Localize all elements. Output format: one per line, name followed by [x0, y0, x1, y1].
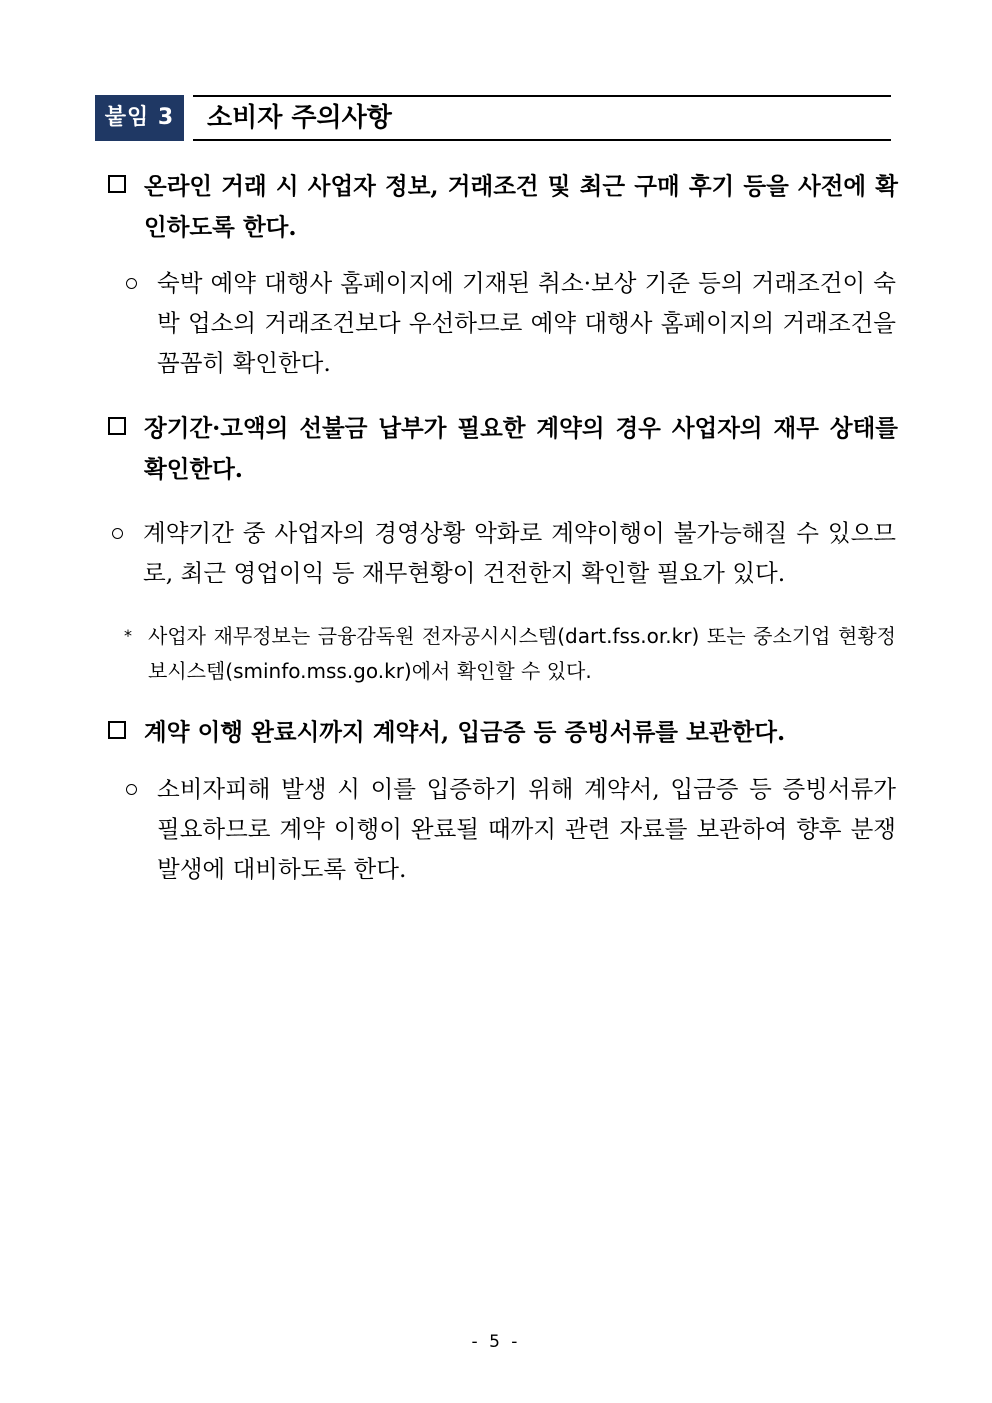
section-2 [108, 408, 898, 490]
checkbox-square-icon [108, 721, 126, 739]
section-1-bullet-text: 숙박 예약 대행사 홈페이지에 기재된 취소·보상 기준 등의 거래조건이 숙박 업소의 거래조건보다 우선하므로 예약 대행사 홈페이지의 거래조건을 꼼꼼히 확인한다. [157, 269, 896, 377]
attachment-badge: 붙임 3 [95, 95, 184, 141]
page-title: 소비자 주의사항 [207, 103, 392, 133]
section-2-bullet-row [112, 513, 896, 593]
section-2-bullet [112, 513, 896, 593]
circle-bullet-icon [126, 784, 137, 795]
section-3-heading-row [108, 712, 898, 753]
section-2-note-text: 사업자 재무정보는 금융감독원 전자공시시스템(dart.fss.or.kr) 또는 중소기업 현황정보시스템(sminfo.mss.go.kr)에서 확인할 수 있다. [148, 624, 896, 683]
section-3-bullet [126, 769, 896, 889]
section-3-heading: 계약 이행 완료시까지 계약서, 입금증 등 증빙서류를 보관한다. [144, 718, 786, 746]
checkbox-square-icon [108, 175, 126, 193]
section-2-heading-row [108, 408, 898, 490]
circle-bullet-icon [126, 278, 137, 289]
section-1-bullet-row [126, 263, 896, 383]
section-2-note [122, 619, 896, 689]
section-3-bullet-row [126, 769, 896, 889]
section-1-heading-row [108, 166, 898, 248]
section-1-bullet [126, 263, 896, 383]
section-3-bullet-text: 소비자피해 발생 시 이를 입증하기 위해 계약서, 입금증 등 증빙서류가 필요하므로 계약 이행이 완료될 때까지 관련 자료를 보관하여 향후 분쟁 발생에 대비하도록 한다. [157, 775, 896, 883]
section-3 [108, 712, 898, 753]
circle-bullet-icon [112, 528, 123, 539]
section-2-heading: 장기간·고액의 선불금 납부가 필요한 계약의 경우 사업자의 재무 상태를 확인한다. [144, 414, 898, 483]
section-2-bullet-text: 계약기간 중 사업자의 경영상황 악화로 계약이행이 불가능해질 수 있으므로, 최근 영업이익 등 재무현황이 건전한지 확인할 필요가 있다. [143, 519, 896, 587]
section-1-heading: 온라인 거래 시 사업자 정보, 거래조건 및 최근 구매 후기 등을 사전에 확인하도록 한다. [144, 172, 898, 241]
section-2-note-row [122, 619, 896, 689]
title-box [193, 95, 891, 141]
page-number: - 5 - [471, 1332, 521, 1352]
asterisk-note-icon: * [124, 626, 132, 645]
section-1 [108, 166, 898, 248]
attachment-header [95, 95, 891, 141]
checkbox-square-icon [108, 417, 126, 435]
